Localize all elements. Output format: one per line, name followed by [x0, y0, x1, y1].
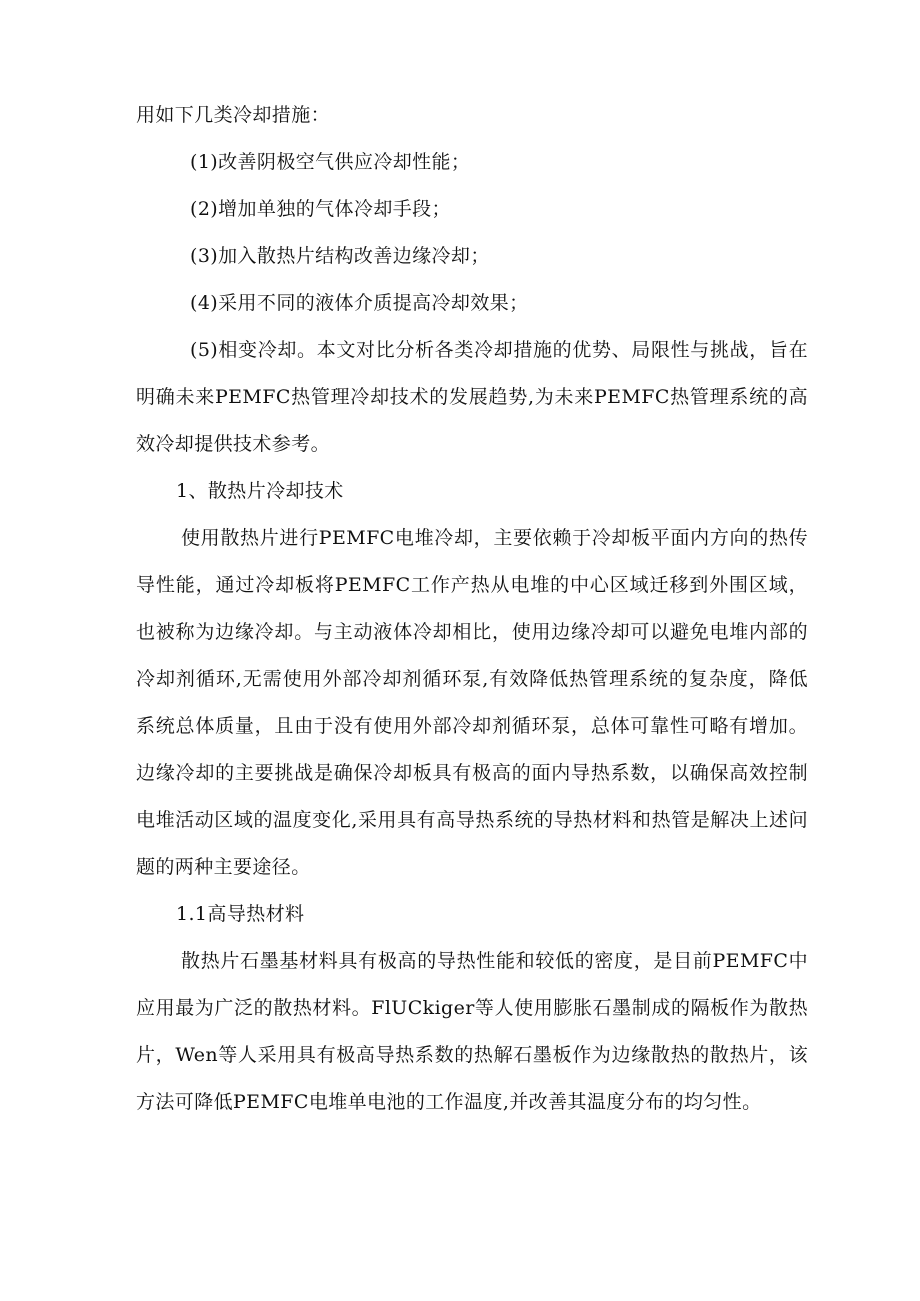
measure-1: (1)改善阴极空气供应冷却性能； — [190, 151, 471, 173]
intro-line: 用如下几类冷却措施： — [136, 104, 331, 126]
section-1-paragraph: 使用散热片进行PEMFC电堆冷却，主要依赖于冷却板平面内方向的热传导性能，通过冷却板将PEMFC工作产热从电堆的中心区域迁移到外围区域，也被称为边缘冷却。与主动液体冷却相比，使用边缘冷却可以避免电堆内部的冷却剂循环,无需使用外部冷却剂循环泵,有效降低热管理系统的复杂度，降低系统总体质量，且由于没有使用外部冷却剂循环泵，总体可靠性可略有增加。边缘冷却的主要挑战是确保冷却板具有极高的面内导热系数，以确保高效控制电堆活动区域的温度变化,采用具有高导热系统的导热材料和热管是解决上述问题的两种主要途径。 — [136, 527, 808, 878]
section-heading-1: 1、散热片冷却技术 — [176, 480, 344, 502]
section-heading-1-1: 1.1高导热材料 — [176, 903, 305, 925]
measure-4: (4)采用不同的液体介质提高冷却效果； — [190, 292, 529, 314]
measure-3: (3)加入散热片结构改善边缘冷却； — [190, 245, 490, 267]
document-body — [136, 92, 808, 1126]
measure-5: (5)相变冷却。本文对比分析各类冷却措施的优势、局限性与挑战，旨在明确未来PEMFC热管理冷却技术的发展趋势,为未来PEMFC热管理系统的高效冷却提供技术参考。 — [136, 339, 808, 455]
section-1-1-paragraph: 散热片石墨基材料具有极高的导热性能和较低的密度，是目前PEMFC中应用最为广泛的散热材料。FlUCkiger等人使用膨胀石墨制成的隔板作为散热片，Wen等人采用具有极高导热系数的热解石墨板作为边缘散热的散热片，该方法可降低PEMFC电堆单电池的工作温度,并改善其温度分布的均匀性。 — [136, 950, 808, 1113]
measure-2: (2)增加单独的气体冷却手段； — [190, 198, 451, 220]
